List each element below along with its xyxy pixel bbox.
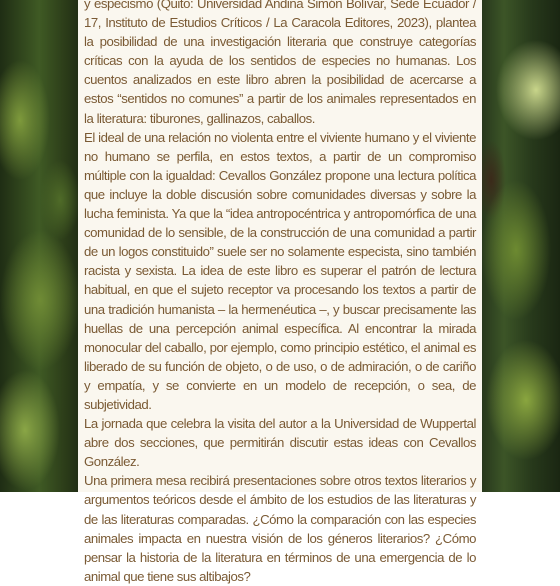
paragraph-ideal-relation: El ideal de una relación no violenta entre el viviente humano y el viviente no humano se perfila, en estos textos, a partir de un compromiso múltiple con la igualdad: Cevallos González propone una lectura política que incluye la doble discusión sobre comunidades diversas y sobre la lucha feminista. Ya que la “idea antropocéntrica y antropomórfica de una comunidad de lo sensible, de la construcción de una comunidad a partir de un logos constituido” suele ser no solamente especista, sino también racista y sexista. La idea de este libro es superar el patrón de lectura habitual, en que el sujeto receptor va procesando los textos a partir de una tradición humanista – la hermenéutica –, y buscar precisamente las huellas de una percepción animal específica. Al encontrar la mirada monocular del caballo, por ejemplo, como principio estético, el animal es liberado de su función de objeto, o de uso, o de admiración, o de cariño y empatía, y se convierte en un modelo de recepción, o sea, de subjetividad. [84,129,476,412]
paragraph-jornada: La jornada que celebra la visita del autor a la Universidad de Wuppertal abre dos secciones, que permitirán discutir estas ideas con Cevallos González. [84,416,476,470]
moss-right-decoration [476,0,560,492]
moss-left-decoration [0,0,84,492]
paragraph-primera-mesa: Una primera mesa recibirá presentaciones sobre otros textos literarios y argumentos teóricos desde el ámbito de los estudios de las literaturas y de las literaturas comparadas. ¿Cómo la comparación con las especies animales impacta en nuestra visión de los géneros literarios? ¿Cómo pensar la historia de la literatura en términos de una emergencia de lo animal que tiene sus altibajos? [84,473,476,584]
article-body [84,0,476,586]
paragraph-book-intro: y especismo (Quito: Universidad Andina Simón Bolívar, Sede Ecuador / 17, Instituto de Estudios Críticos / La Caracola Editores, 2023), plantea la posibilidad de una investigación literaria que construye categorías críticas con la ayuda de los sentidos de especies no humanas. Los cuentos analizados en este libro abren la posibilidad de acercarse a estos “sentidos no comunes” a partir de los animales representados en la literatura: tiburones, gallinazos, caballos. [84,0,476,126]
